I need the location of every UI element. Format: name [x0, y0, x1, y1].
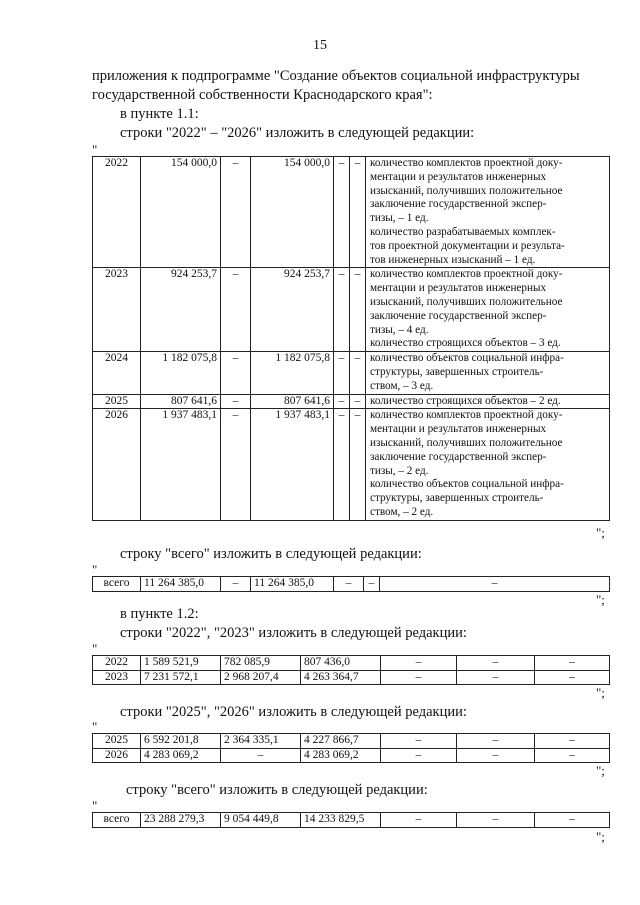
page-number: 15 [313, 38, 327, 53]
cell-dash: – [535, 670, 610, 685]
table-row [93, 813, 610, 828]
cell-description [366, 268, 610, 352]
cell-value: 14 233 829,5 [301, 813, 381, 828]
cell-dash: – [350, 409, 366, 520]
cell-value: 9 054 449,8 [221, 813, 301, 828]
description-line: ментации и результатов инженерных [370, 170, 547, 183]
table-row [93, 577, 610, 592]
section3-heading-2: строки "2022", "2023" изложить в следующей редакции: [120, 625, 467, 641]
cell-total: 924 253,7 [141, 268, 221, 352]
cell-dash: – [350, 394, 366, 409]
description-line: тизы, – 2 ед. [370, 464, 429, 477]
cell-dash: – [350, 352, 366, 394]
intro-line-4: строки "2022" – "2026" изложить в следующей редакции: [120, 125, 475, 141]
cell-description [366, 394, 610, 409]
description-line: количество строящихся объектов – 2 ед. [370, 394, 561, 407]
section3-heading-1: в пункте 1.2: [120, 606, 199, 622]
section4-heading: строки "2025", "2026" изложить в следующей редакции: [120, 704, 467, 720]
open-quote: " [92, 562, 98, 577]
cell-dash: – [221, 157, 251, 268]
cell-value: 154 000,0 [251, 157, 334, 268]
description-line: изысканий, получивших положительное [370, 184, 563, 197]
cell-dash: – [221, 409, 251, 520]
cell-dash: – [334, 268, 350, 352]
close-quote: "; [596, 685, 605, 700]
close-quote: "; [596, 525, 605, 540]
cell-total: 11 264 385,0 [141, 577, 221, 592]
table-row [93, 157, 610, 268]
table-row [93, 748, 610, 763]
table-row [93, 409, 610, 520]
cell-dash: – [381, 748, 457, 763]
cell-value: 807 436,0 [301, 656, 381, 671]
cell-year: 2026 [93, 748, 141, 763]
cell-description [366, 157, 610, 268]
cell-total: 1 589 521,9 [141, 656, 221, 671]
cell-dash: – [221, 748, 301, 763]
close-quote: "; [596, 592, 605, 607]
cell-dash: – [457, 656, 535, 671]
cell-dash: – [221, 352, 251, 394]
cell-dash: – [381, 734, 457, 749]
cell-dash: – [535, 656, 610, 671]
cell-total: 6 592 201,8 [141, 734, 221, 749]
cell-dash: – [221, 577, 251, 592]
close-quote: "; [596, 763, 605, 778]
cell-total: 1 182 075,8 [141, 352, 221, 394]
table-total-1 [92, 576, 610, 592]
cell-dash: – [535, 748, 610, 763]
cell-dash: – [334, 352, 350, 394]
open-quote: " [92, 719, 98, 734]
intro-line-2: государственной собственности Краснодарского края": [92, 87, 433, 103]
description-line: структуры, завершенных строитель- [370, 365, 544, 378]
cell-value: 782 085,9 [221, 656, 301, 671]
row-label: всего [93, 813, 141, 828]
cell-year: 2025 [93, 734, 141, 749]
cell-year: 2026 [93, 409, 141, 520]
table-row [93, 394, 610, 409]
description-line: изысканий, получивших положительное [370, 436, 563, 449]
cell-dash: – [381, 670, 457, 685]
cell-dash: – [457, 748, 535, 763]
table-1-2-b [92, 733, 610, 763]
open-quote: " [92, 798, 98, 813]
cell-dash: – [221, 268, 251, 352]
description-line: количество комплектов проектной доку- [370, 157, 563, 169]
description-line: изысканий, получивших положительное [370, 295, 563, 308]
cell-dash: – [364, 577, 380, 592]
intro-line-1: приложения к подпрограмме "Создание объектов социальной инфраструктуры [92, 68, 580, 84]
intro-line-3: в пункте 1.1: [120, 106, 199, 122]
table-total-2 [92, 812, 610, 828]
table-row [93, 268, 610, 352]
cell-value: 11 264 385,0 [251, 577, 334, 592]
cell-total: 1 937 483,1 [141, 409, 221, 520]
section5-heading: строку "всего" изложить в следующей редакции: [126, 782, 428, 798]
row-label: всего [93, 577, 141, 592]
open-quote: " [92, 641, 98, 656]
description-line: ством, – 2 ед. [370, 505, 434, 518]
cell-dash: – [535, 813, 610, 828]
description-line: количество строящихся объектов – 3 ед. [370, 337, 561, 350]
cell-dash: – [457, 670, 535, 685]
description-line: количество разрабатываемых комплек- [370, 225, 556, 238]
cell-dash: – [381, 813, 457, 828]
cell-dash: – [221, 394, 251, 409]
cell-dash: – [381, 656, 457, 671]
cell-total: 807 641,6 [141, 394, 221, 409]
description-line: заключение государственной экспер- [370, 309, 547, 322]
description-line: тизы, – 4 ед. [370, 323, 429, 336]
cell-value: 1 937 483,1 [251, 409, 334, 520]
cell-description [366, 409, 610, 520]
cell-year: 2023 [93, 670, 141, 685]
cell-year: 2023 [93, 268, 141, 352]
cell-dash: – [334, 394, 350, 409]
cell-value: 4 227 866,7 [301, 734, 381, 749]
description-line: ством, – 3 ед. [370, 379, 434, 392]
description-line: тов проектной документации и результа- [370, 239, 565, 252]
table-1-1 [92, 156, 610, 521]
cell-total: 7 231 572,1 [141, 670, 221, 685]
description-line: количество комплектов проектной доку- [370, 409, 563, 422]
table-row [93, 670, 610, 685]
cell-dash: – [350, 157, 366, 268]
table-row [93, 656, 610, 671]
cell-year: 2024 [93, 352, 141, 394]
cell-value: 924 253,7 [251, 268, 334, 352]
description-line: ментации и результатов инженерных [370, 423, 547, 436]
description-line: структуры, завершенных строитель- [370, 492, 544, 505]
cell-total: 23 288 279,3 [141, 813, 221, 828]
section2-heading: строку "всего" изложить в следующей редакции: [120, 546, 422, 562]
description-line: тов инженерных изысканий – 1 ед. [370, 253, 536, 266]
cell-dash: – [334, 577, 364, 592]
description-line: тизы, – 1 ед. [370, 212, 429, 225]
cell-dash: – [380, 577, 610, 592]
cell-value: 2 968 207,4 [221, 670, 301, 685]
description-line: количество комплектов проектной доку- [370, 268, 563, 281]
cell-total: 4 283 069,2 [141, 748, 221, 763]
description-line: ментации и результатов инженерных [370, 282, 547, 295]
cell-value: 4 283 069,2 [301, 748, 381, 763]
cell-total: 154 000,0 [141, 157, 221, 268]
table-row [93, 352, 610, 394]
description-line: количество объектов социальной инфра- [370, 352, 564, 365]
description-line: заключение государственной экспер- [370, 450, 547, 463]
cell-value: 4 263 364,7 [301, 670, 381, 685]
cell-dash: – [334, 409, 350, 520]
cell-dash: – [457, 813, 535, 828]
cell-year: 2022 [93, 157, 141, 268]
close-quote: "; [596, 829, 605, 844]
cell-value: 1 182 075,8 [251, 352, 334, 394]
table-1-2 [92, 655, 610, 685]
cell-dash: – [535, 734, 610, 749]
cell-dash: – [334, 157, 350, 268]
cell-value: 807 641,6 [251, 394, 334, 409]
table-row [93, 734, 610, 749]
description-line: количество объектов социальной инфра- [370, 478, 564, 491]
cell-year: 2022 [93, 656, 141, 671]
cell-description [366, 352, 610, 394]
open-quote: " [92, 142, 98, 157]
cell-year: 2025 [93, 394, 141, 409]
cell-dash: – [457, 734, 535, 749]
cell-dash: – [350, 268, 366, 352]
cell-value: 2 364 335,1 [221, 734, 301, 749]
description-line: заключение государственной экспер- [370, 198, 547, 211]
